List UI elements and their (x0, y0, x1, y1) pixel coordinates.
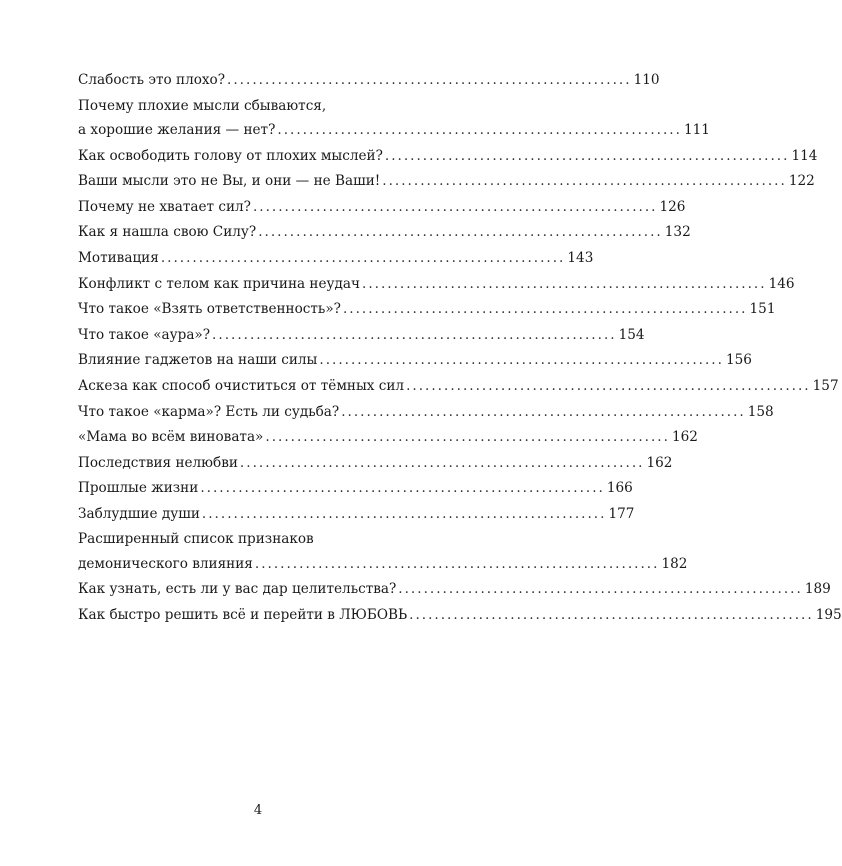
toc-entry-page: 158 (747, 403, 774, 420)
toc-entry-title: Как я нашла свою Силу? (78, 224, 257, 241)
dot-leader: ................................................................ (254, 555, 660, 572)
page-number: 4 (253, 803, 263, 818)
toc-entry-title: «Мама во всём виновата» (78, 429, 264, 446)
dot-leader: ................................................................ (212, 326, 617, 343)
toc-entry-title: Что такое «аура»? (78, 326, 211, 343)
toc-entry (78, 579, 831, 599)
toc-entry-page: 110 (633, 72, 660, 88)
toc-line (78, 171, 815, 191)
toc-line (78, 376, 839, 396)
toc-entry (78, 427, 698, 447)
toc-entry (78, 376, 839, 396)
toc-entry-title: Прошлые жизни (78, 480, 199, 497)
dot-leader: ................................................................ (384, 147, 790, 164)
toc-entry-title: Что такое «Взять ответственность»? (78, 301, 341, 318)
dot-leader: ................................................................ (319, 352, 724, 369)
dot-leader: ................................................................ (200, 480, 605, 497)
toc-entry (78, 274, 795, 294)
toc-entry-page: 143 (567, 249, 594, 266)
dot-leader: ................................................................ (341, 403, 746, 420)
dot-leader: ................................................................ (160, 249, 566, 266)
toc-entry (78, 70, 660, 90)
toc-entry-page: 177 (608, 505, 635, 522)
toc-entry (78, 402, 774, 422)
toc-entry (78, 325, 645, 345)
toc-line (78, 325, 645, 345)
toc-line (78, 146, 818, 166)
toc-entry (78, 350, 752, 370)
toc-entry-title: Ваши мысли это не Вы, и они — не Ваши! (78, 173, 381, 190)
toc-line (78, 579, 831, 599)
toc-line (78, 350, 752, 370)
toc-line (78, 274, 795, 294)
toc-line (78, 96, 458, 116)
dot-leader: ................................................................ (382, 173, 787, 190)
toc-entry-title: Мотивация (78, 249, 159, 266)
toc-entry (78, 605, 842, 625)
toc-line (78, 605, 842, 625)
toc-entry-title: а хорошие желания — нет? (78, 121, 276, 138)
toc-entry-title: Почему плохие мысли сбываются, (78, 97, 327, 114)
toc-entry (78, 529, 688, 573)
table-of-contents (78, 70, 842, 631)
dot-leader: ................................................................ (252, 198, 658, 215)
toc-entry-page: 132 (664, 224, 691, 241)
toc-entry (78, 248, 594, 268)
dot-leader: ................................................................ (201, 505, 607, 522)
toc-entry-title: Слабость это плохо? (78, 72, 226, 88)
toc-line (78, 70, 660, 90)
dot-leader: ................................................................ (265, 429, 670, 446)
toc-entry (78, 171, 815, 191)
toc-entry-page: 195 (815, 607, 842, 624)
dot-leader: ................................................................ (362, 275, 767, 292)
dot-leader: ................................................................ (239, 454, 645, 471)
toc-entry-title: Влияние гаджетов на наши силы (78, 352, 318, 369)
dot-leader: ................................................................ (342, 301, 748, 318)
toc-entry-page: 111 (683, 121, 710, 138)
toc-entry-page: 162 (671, 429, 698, 446)
toc-entry-page: 122 (788, 173, 815, 190)
toc-line (78, 427, 698, 447)
dot-leader: ................................................................ (258, 224, 663, 241)
toc-entry-title: Как быстро решить всё и перейти в ЛЮБОВЬ (78, 607, 408, 624)
dot-leader: ................................................................ (227, 72, 632, 88)
toc-entry-title: Как узнать, есть ли у вас дар целительства? (78, 581, 397, 598)
toc-entry-title: Последствия нелюбви (78, 454, 238, 471)
dot-leader: ................................................................ (409, 607, 814, 624)
toc-entry (78, 146, 818, 166)
toc-line (78, 402, 774, 422)
toc-entry-title: Заблудшие души (78, 505, 200, 522)
toc-entry-page: 146 (768, 275, 795, 292)
toc-entry (78, 197, 686, 217)
dot-leader: ................................................................ (277, 121, 682, 138)
toc-entry-title: демонического влияния (78, 555, 253, 572)
toc-entry (78, 299, 776, 319)
toc-entry-title: Аскеза как способ очиститься от тёмных сил (78, 377, 405, 394)
dot-leader: ................................................................ (406, 377, 811, 394)
toc-entry-title: Расширенный список признаков (78, 531, 314, 548)
toc-entry-title: Почему не хватает сил? (78, 198, 251, 215)
toc-entry (78, 222, 691, 242)
toc-entry-title: Конфликт с телом как причина неудач (78, 275, 360, 292)
toc-entry-page: 156 (725, 352, 752, 369)
toc-entry (78, 478, 633, 498)
toc-entry-page: 166 (606, 480, 633, 497)
toc-entry-page: 182 (661, 555, 688, 572)
toc-entry-title: Что такое «карма»? Есть ли судьба? (78, 403, 340, 420)
toc-entry-page: 151 (749, 301, 776, 318)
toc-line (78, 453, 673, 473)
toc-entry (78, 504, 635, 524)
dot-leader: ................................................................ (398, 581, 803, 598)
toc-line (78, 478, 633, 498)
toc-entry-page: 189 (804, 581, 831, 598)
toc-line (78, 120, 710, 140)
toc-line (78, 504, 635, 524)
toc-entry-page: 157 (812, 377, 839, 394)
toc-line (78, 197, 686, 217)
toc-entry-title: Как освободить голову от плохих мыслей? (78, 147, 383, 164)
toc-entry-page: 114 (791, 147, 818, 164)
toc-line (78, 248, 594, 268)
toc-line (78, 222, 691, 242)
toc-entry (78, 96, 710, 140)
toc-line (78, 554, 688, 574)
toc-entry-page: 162 (646, 454, 673, 471)
toc-entry (78, 453, 673, 473)
toc-line (78, 529, 458, 549)
toc-entry-page: 154 (618, 326, 645, 343)
toc-line (78, 299, 776, 319)
toc-entry-page: 126 (659, 198, 686, 215)
